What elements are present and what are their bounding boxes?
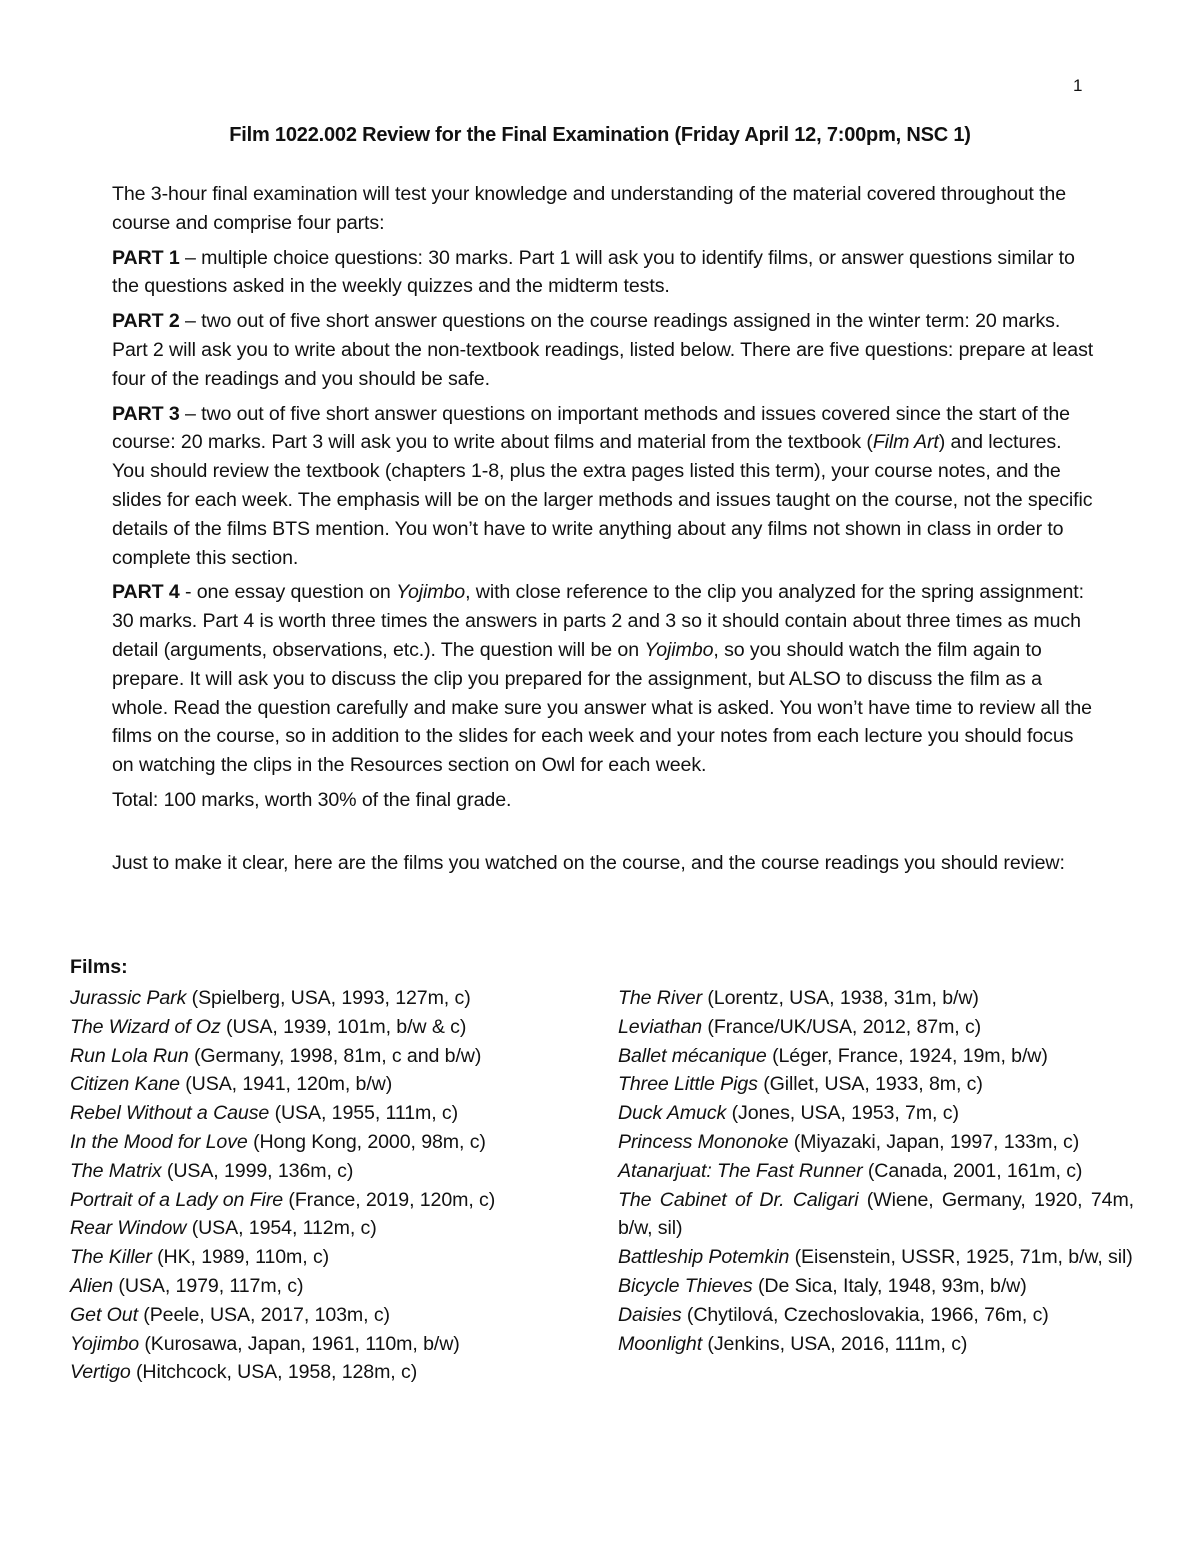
film-info: (USA, 1954, 112m, c) [186, 1217, 377, 1240]
film-info: (Hitchcock, USA, 1958, 128m, c) [130, 1361, 418, 1384]
film-info: (Lorentz, USA, 1938, 31m, b/w) [702, 987, 979, 1009]
film-title: The Wizard of Oz [70, 1015, 221, 1038]
film-title: Battleship Potemkin [618, 1246, 790, 1269]
film-title: Bicycle Thieves [618, 1274, 753, 1297]
part-3-label: PART 3 [112, 402, 180, 425]
part-4-text-c: , so you should watch the film again to prepare. It will ask you to discuss the clip you prepared for the assignment, but ALSO to discuss the film as a whole. Read the question carefully and make sure you answer what is asked. You won’t have time to review all the films on the course, so in addition to the slides for each week and your notes from each lecture you should focus on watching the clips in the Resources section on Owl for each week. [112, 638, 1092, 777]
film-list-item [618, 1243, 1134, 1272]
film-list-item [618, 1301, 1134, 1330]
part-2-label: PART 2 [112, 310, 180, 333]
exam-description [112, 180, 1097, 884]
film-list-item [618, 1330, 1134, 1359]
film-title: Yojimbo [70, 1332, 140, 1355]
film-title: Alien [70, 1274, 114, 1297]
intro-paragraph: The 3-hour final examination will test your knowledge and understanding of the material covered throughout the course and comprise four parts: [112, 183, 1067, 234]
part-4-paragraph [112, 578, 1097, 780]
part-4-film-title-b: Yojimbo [644, 638, 714, 661]
film-info: (Canada, 2001, 161m, c) [862, 1159, 1083, 1182]
film-title: The River [618, 987, 703, 1009]
film-title: In the Mood for Love [70, 1130, 248, 1153]
film-info: (Gillet, USA, 1933, 8m, c) [757, 1073, 983, 1096]
film-title: Ballet mécanique [618, 1044, 767, 1067]
film-info: (Jenkins, USA, 2016, 111m, c) [702, 1332, 968, 1355]
film-list-item [70, 1358, 590, 1387]
film-list-item [618, 1013, 1134, 1042]
film-info: (USA, 1939, 101m, b/w & c) [220, 1015, 467, 1038]
film-list-item [618, 1042, 1134, 1071]
part-3-text-a: – two out of five short answer questions on important methods and issues covered since the start of the course: 20 marks. Part 3 will ask you to write about films and material from the textbook ( [112, 402, 1070, 454]
part-1-text: – multiple choice questions: 30 marks. Part 1 will ask you to identify films, or answer questions similar to the questions asked in the weekly quizzes and the midterm tests. [112, 246, 1075, 298]
film-title: Vertigo [70, 1361, 131, 1384]
film-title: Atanarjuat: The Fast Runner [618, 1159, 863, 1182]
film-info: (Jones, USA, 1953, 7m, c) [726, 1102, 959, 1125]
film-info: (USA, 1999, 136m, c) [161, 1159, 354, 1182]
film-info: (USA, 1955, 111m, c) [269, 1102, 459, 1125]
part-4-film-title-a: Yojimbo [396, 581, 466, 604]
film-info: (Spielberg, USA, 1993, 127m, c) [186, 987, 471, 1009]
film-list-item [618, 1070, 1134, 1099]
film-list-item [70, 1128, 590, 1157]
film-list-item [70, 1157, 590, 1186]
films-list-left [70, 984, 590, 1387]
film-list-item [70, 1013, 590, 1042]
film-list-item [70, 1243, 590, 1272]
film-info: (France/UK/USA, 2012, 87m, c) [702, 1015, 982, 1038]
film-title: The Killer [70, 1246, 152, 1269]
film-list-item [70, 1214, 590, 1243]
film-info: (USA, 1941, 120m, b/w) [179, 1073, 393, 1096]
part-4-label: PART 4 [112, 581, 180, 604]
film-list-item [618, 1157, 1134, 1186]
film-info: (France, 2019, 120m, c) [283, 1188, 496, 1211]
film-title: Daisies [618, 1303, 682, 1326]
film-title: Get Out [70, 1303, 138, 1326]
film-info: (Chytilová, Czechoslovakia, 1966, 76m, c) [681, 1303, 1049, 1326]
total-paragraph: Total: 100 marks, worth 30% of the final grade. [112, 788, 512, 811]
films-heading: Films: [70, 956, 128, 978]
film-list-item [70, 1070, 590, 1099]
film-title: Moonlight [618, 1332, 703, 1355]
film-title: Jurassic Park [70, 987, 187, 1009]
film-list-item [70, 1330, 590, 1359]
part-4-text-a: - one essay question on [179, 581, 397, 604]
film-info: (Léger, France, 1924, 19m, b/w) [766, 1044, 1048, 1067]
film-info: (Hong Kong, 2000, 98m, c) [247, 1130, 486, 1153]
part-1-label: PART 1 [112, 246, 180, 269]
film-info: (Wiene, Germany, 1920, 74m, b/w, sil) [618, 1188, 1135, 1240]
film-info: (Miyazaki, Japan, 1997, 133m, c) [788, 1130, 1080, 1153]
film-list-item [618, 1099, 1134, 1128]
film-list-item [70, 984, 590, 1013]
part-3-paragraph [112, 400, 1097, 573]
page-title: Film 1022.002 Review for the Final Examination (Friday April 12, 7:00pm, NSC 1) [229, 124, 971, 146]
part-2-paragraph [112, 307, 1097, 393]
part-2-text: – two out of five short answer questions on the course readings assigned in the winter term: 20 marks. Part 2 will ask you to write about the non-textbook readings, listed below. There are five questions: prepare at least four of the readings and you should be safe. [112, 310, 1094, 390]
films-list-right [618, 984, 1134, 1358]
page-number: 1 [1073, 76, 1083, 95]
part-1-paragraph [112, 244, 1097, 302]
part-3-book-title: Film Art [872, 431, 939, 454]
film-title: Leviathan [618, 1015, 703, 1038]
film-list-item [618, 984, 1134, 1013]
film-title: Portrait of a Lady on Fire [70, 1188, 284, 1211]
film-list-item [618, 1272, 1134, 1301]
film-info: (HK, 1989, 110m, c) [151, 1246, 330, 1269]
part-4-text-b: , with close reference to the clip you analyzed for the spring assignment: 30 marks. Part 4 is worth three times the answers in parts 2 and 3 so it should contain about three times as much detail (arguments, observations, etc.). The question will be on [112, 581, 1084, 661]
clarify-paragraph: Just to make it clear, here are the films you watched on the course, and the course readings you should review: [112, 851, 1065, 874]
film-info: (Peele, USA, 2017, 103m, c) [137, 1303, 390, 1326]
part-3-text-b: ) and lectures. You should review the textbook (chapters 1-8, plus the extra pages listed this term), your course notes, and the slides for each week. The emphasis will be on the larger methods and issues taught on the course, not the specific details of the films BTS mention. You won’t have to write anything about any films not shown in class in order to complete this section. [112, 431, 1093, 569]
film-title: The Cabinet of Dr. Caligari [618, 1188, 859, 1211]
film-title: Princess Mononoke [618, 1130, 789, 1153]
film-title: Citizen Kane [70, 1073, 180, 1096]
film-title: Duck Amuck [618, 1102, 727, 1125]
film-title: Three Little Pigs [618, 1073, 758, 1096]
film-list-item [70, 1301, 590, 1330]
film-list-item [618, 1128, 1134, 1157]
film-list-item [70, 1042, 590, 1071]
film-list-item [70, 1186, 590, 1215]
film-info: (Germany, 1998, 81m, c and b/w) [188, 1044, 482, 1067]
film-list-item [618, 1186, 1134, 1244]
film-title: The Matrix [70, 1159, 162, 1182]
film-title: Rebel Without a Cause [70, 1102, 270, 1125]
film-info: (Eisenstein, USSR, 1925, 71m, b/w, sil) [789, 1246, 1133, 1269]
film-title: Run Lola Run [70, 1044, 189, 1067]
film-list-item [70, 1099, 590, 1128]
film-info: (Kurosawa, Japan, 1961, 110m, b/w) [139, 1332, 460, 1355]
film-title: Rear Window [70, 1217, 187, 1240]
film-info: (USA, 1979, 117m, c) [113, 1274, 304, 1297]
film-info: (De Sica, Italy, 1948, 93m, b/w) [752, 1274, 1027, 1297]
film-list-item [70, 1272, 590, 1301]
